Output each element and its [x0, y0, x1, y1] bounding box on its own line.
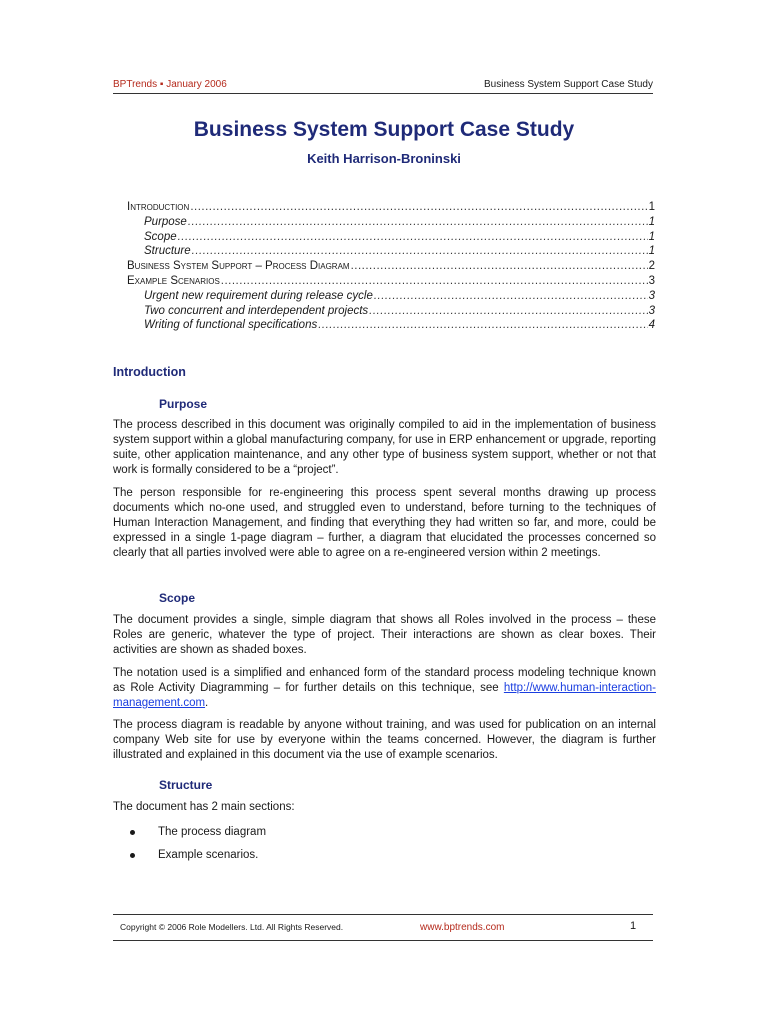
toc-entry-page: 3: [648, 274, 655, 287]
footer-page-number: 1: [630, 920, 637, 932]
toc-entry-label: Two concurrent and interdependent projects: [144, 304, 369, 317]
footer-copyright: Copyright © 2006 Role Modellers. Ltd. All Rights Reserved.: [120, 922, 344, 932]
document-title: Business System Support Case Study: [193, 118, 575, 141]
toc-entry-page: 1: [648, 201, 655, 213]
toc-entry-label: Example Scenarios: [127, 274, 220, 287]
toc-entry-functional-specs[interactable]: [127, 318, 655, 333]
header-rule: [113, 93, 653, 94]
toc-leader: [318, 318, 647, 333]
toc-entry-label: Purpose: [144, 215, 187, 228]
running-header: [113, 78, 653, 92]
toc-entry-label: Business System Support – Process Diagram: [127, 260, 350, 273]
footer-rule-bottom: [113, 940, 653, 941]
toc-entry-label: Scope: [144, 230, 177, 243]
toc-entry-structure[interactable]: [127, 244, 655, 259]
toc-leader: [351, 259, 648, 274]
toc-leader: [192, 244, 648, 259]
toc-leader: [188, 215, 648, 230]
heading-structure: Structure: [159, 778, 213, 792]
toc-entry-page: 1: [648, 215, 655, 228]
toc-entry-example-scenarios[interactable]: [127, 274, 655, 289]
heading-scope: Scope: [159, 591, 196, 605]
list-item-text: The process diagram: [158, 826, 267, 838]
toc-entry-page: 3: [648, 304, 655, 317]
toc-leader: [221, 274, 648, 289]
header-doc-title: Business System Support Case Study: [484, 79, 653, 90]
toc-leader: [374, 289, 648, 304]
heading-introduction: Introduction: [113, 365, 186, 379]
hi-management-link[interactable]: http://www.human-interaction-management.com: [113, 682, 656, 709]
toc-entry-process-diagram[interactable]: [127, 259, 655, 274]
toc-entry-label: Writing of functional specifications: [144, 319, 318, 332]
toc-entry-label: Urgent new requirement during release cycle: [144, 289, 373, 302]
paragraph-scope-2: [113, 666, 656, 711]
table-of-contents: [127, 200, 655, 333]
footer-rule: [113, 914, 653, 915]
paragraph-scope-3: The process diagram is readable by anyone without training, and was used for publication on an internal company Web site for use by everyone within the teams concerned. However, the diagram is further illustrated and explained in this document via the use of example scenarios.: [113, 719, 656, 761]
bullet-icon: [130, 830, 135, 835]
paragraph-structure-1: The document has 2 main sections:: [113, 801, 295, 813]
bullet-icon: [130, 853, 135, 858]
toc-entry-purpose[interactable]: [127, 215, 655, 230]
paragraph-scope-1: The document provides a single, simple diagram that shows all Roles involved in the process – these Roles are generic, whatever the type of project. Their interactions are shown as clear boxes. Their activities are shown as shaded boxes.: [113, 614, 656, 656]
toc-entry-urgent-requirement[interactable]: [127, 289, 655, 304]
toc-entry-concurrent-projects[interactable]: [127, 304, 655, 319]
toc-leader: [178, 230, 648, 245]
toc-entry-page: 3: [648, 289, 655, 302]
document-author: Keith Harrison-Broninski: [307, 151, 461, 166]
toc-entry-introduction[interactable]: [127, 200, 655, 215]
heading-purpose: Purpose: [159, 397, 208, 411]
toc-entry-label: Introduction: [127, 201, 190, 213]
toc-entry-page: 4: [648, 319, 655, 332]
scope-2-text: The notation used is a simplified and enhanced form of the standard process modeling technique known as Role Activity Diagramming – for further details on this technique, see: [113, 667, 656, 694]
toc-leader: [369, 304, 647, 319]
list-item-text: Example scenarios.: [158, 849, 259, 861]
paragraph-purpose-1: The process described in this document was originally compiled to aid in the implementation of business system support within a global manufacturing company, for use in ERP enhancement or upgrade, reporting suite, other application maintenance, and any other type of business system support, whether or not that work is formally considered to be a “project”.: [113, 419, 656, 476]
paragraph-purpose-2: The person responsible for re-engineering this process spent several months drawing up process documents which no-one used, and struggled even to understand, before turning to the techniques of Human Interaction Management, and finding that everything they had written so far, and more, could be expressed in a single 1-page diagram – further, a diagram that elucidated the processes concerned so clearly that all parties involved were able to agree on a re-engineered version within 2 meetings.: [113, 487, 656, 559]
toc-leader: [190, 200, 647, 215]
header-publisher: BPTrends ▪ January 2006: [113, 79, 227, 90]
toc-entry-page: 2: [648, 260, 655, 273]
toc-entry-page: 1: [648, 245, 655, 258]
scope-2-end: .: [205, 697, 209, 709]
toc-entry-label: Structure: [144, 245, 191, 258]
footer-website-link[interactable]: www.bptrends.com: [420, 922, 505, 933]
toc-entry-scope[interactable]: [127, 230, 655, 245]
toc-entry-page: 1: [648, 230, 655, 243]
